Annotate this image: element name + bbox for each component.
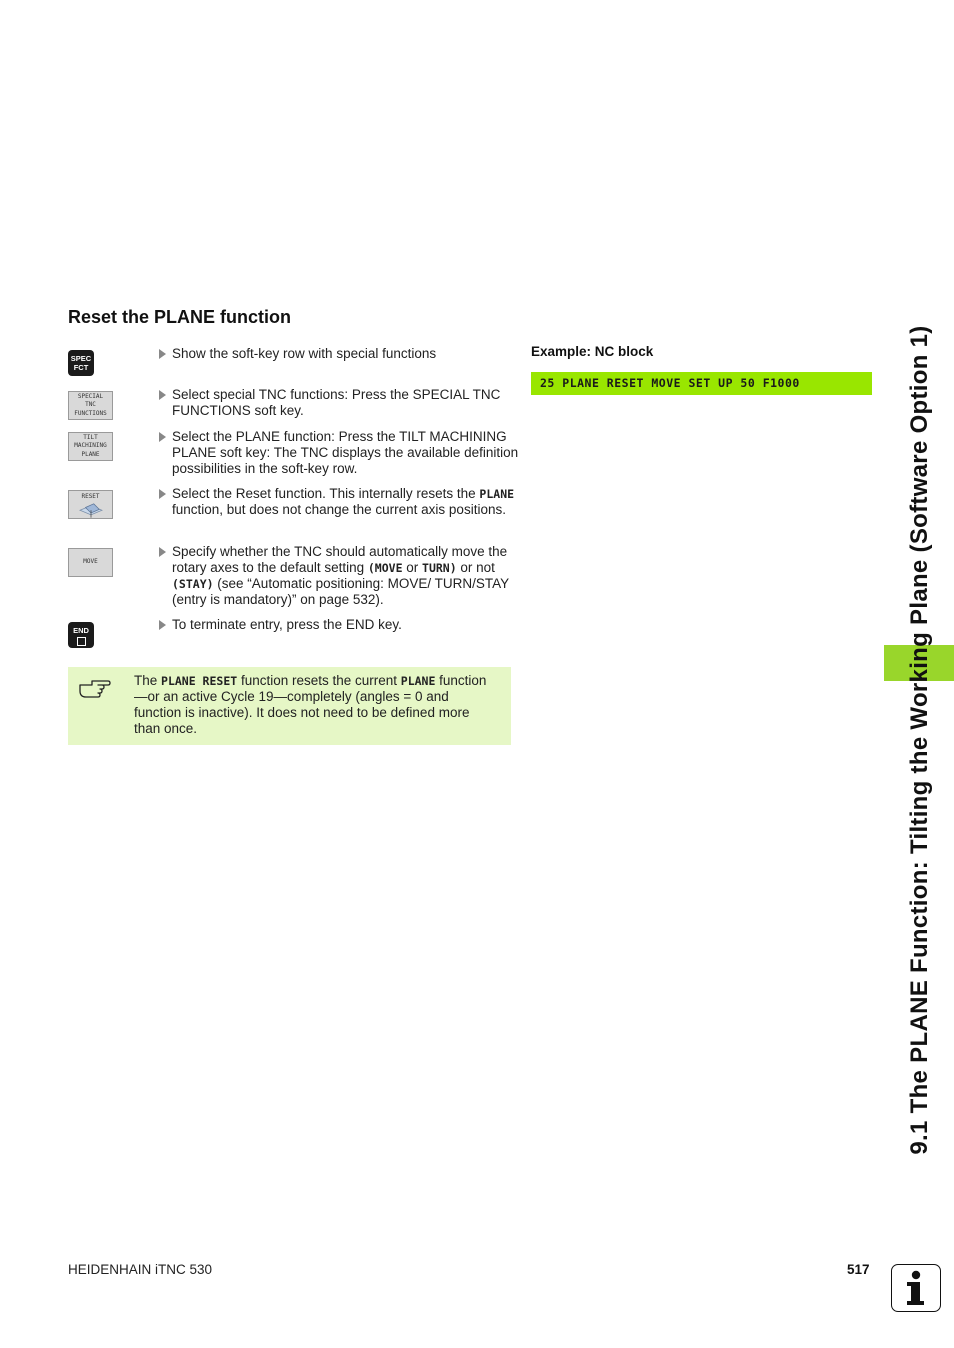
code-plane-reset: PLANE RESET bbox=[161, 674, 238, 688]
arrow-icon bbox=[159, 349, 166, 359]
softkey-label-line3: FUNCTIONS bbox=[74, 409, 107, 417]
pointing-hand-icon bbox=[78, 677, 112, 699]
section-title: Reset the PLANE function bbox=[68, 307, 292, 327]
step-text bbox=[159, 544, 520, 608]
note-text bbox=[134, 673, 499, 737]
code-stay: (STAY) bbox=[172, 577, 214, 591]
info-icon bbox=[891, 1264, 941, 1312]
softkey-label-line2: MACHINING bbox=[74, 442, 107, 450]
softkey-label-line1: SPECIAL bbox=[77, 392, 104, 400]
nc-block: 25 PLANE RESET MOVE SET UP 50 F1000 bbox=[531, 372, 872, 395]
step-4-text-a: Select the Reset function. This internally resets the bbox=[172, 486, 480, 501]
key-label-line1: END bbox=[73, 626, 89, 635]
note-text-a: The bbox=[134, 673, 162, 688]
step-text bbox=[159, 429, 520, 477]
step-text bbox=[159, 346, 520, 362]
softkey-label-line3: PLANE bbox=[81, 450, 100, 458]
info-i-glyph bbox=[892, 1265, 939, 1310]
step-4-text-b: function, but does not change the current axis positions. bbox=[172, 502, 506, 517]
step-2-text: Select special TNC functions: Press the SPECIAL TNC FUNCTIONS soft key. bbox=[172, 387, 501, 418]
step-3-text: Select the PLANE function: Press the TILT MACHINING PLANE soft key: The TNC displays the available definition possibilities in the soft-key row. bbox=[172, 429, 519, 476]
special-tnc-functions-softkey[interactable] bbox=[68, 391, 113, 420]
step-1-text: Show the soft-key row with special functions bbox=[172, 346, 437, 361]
softkey-label-line2: TNC bbox=[85, 401, 96, 409]
step-5-text-b: or bbox=[402, 560, 423, 575]
example-label: Example: NC block bbox=[531, 344, 654, 359]
spec-fct-key[interactable] bbox=[68, 350, 94, 376]
code-plane: PLANE bbox=[400, 674, 436, 688]
step-text bbox=[159, 486, 520, 518]
code-turn: TURN) bbox=[422, 561, 457, 575]
step-5-text-c: or not bbox=[456, 560, 495, 575]
step-5-text-a: Specify whether the TNC should automatically move the rotary axes to the default setting bbox=[172, 544, 508, 575]
arrow-icon bbox=[159, 547, 166, 557]
key-label-line2: FCT bbox=[73, 363, 89, 372]
note-text-c: function—or an active Cycle 19—completely (angles = 0 and function is inactive). It does not need to be defined more than once. bbox=[134, 673, 487, 736]
move-softkey[interactable] bbox=[68, 548, 113, 577]
arrow-icon bbox=[159, 432, 166, 442]
softkey-label-line1: RESET bbox=[81, 493, 100, 500]
code-plane: PLANE bbox=[479, 487, 515, 501]
note-box bbox=[68, 667, 511, 745]
reset-softkey[interactable] bbox=[68, 490, 113, 519]
softkey-label-line1: TILT bbox=[83, 433, 98, 441]
step-5-text-d: (see “Automatic positioning: MOVE/ TURN/STAY (entry is mandatory)” on page 532). bbox=[172, 576, 509, 607]
step-6-text: To terminate entry, press the END key. bbox=[172, 617, 402, 632]
arrow-icon bbox=[159, 390, 166, 400]
end-square-icon bbox=[77, 637, 86, 646]
arrow-icon bbox=[159, 489, 166, 499]
page-number: 517 bbox=[847, 1262, 870, 1277]
key-label-line1: SPEC bbox=[70, 354, 92, 363]
code-move: (MOVE bbox=[367, 561, 403, 575]
footer-product: HEIDENHAIN iTNC 530 bbox=[68, 1262, 213, 1277]
reset-plane-icon bbox=[76, 502, 106, 519]
softkey-label-line1: MOVE bbox=[83, 558, 98, 566]
note-text-b: function resets the current bbox=[237, 673, 401, 688]
tilt-machining-plane-softkey[interactable] bbox=[68, 432, 113, 461]
chapter-title-text: 9.1 The PLANE Function: Tilting the Working Plane (Software Option 1) bbox=[906, 325, 933, 1155]
step-text bbox=[159, 387, 520, 419]
step-text bbox=[159, 617, 520, 633]
arrow-icon bbox=[159, 620, 166, 630]
end-key[interactable] bbox=[68, 622, 94, 648]
